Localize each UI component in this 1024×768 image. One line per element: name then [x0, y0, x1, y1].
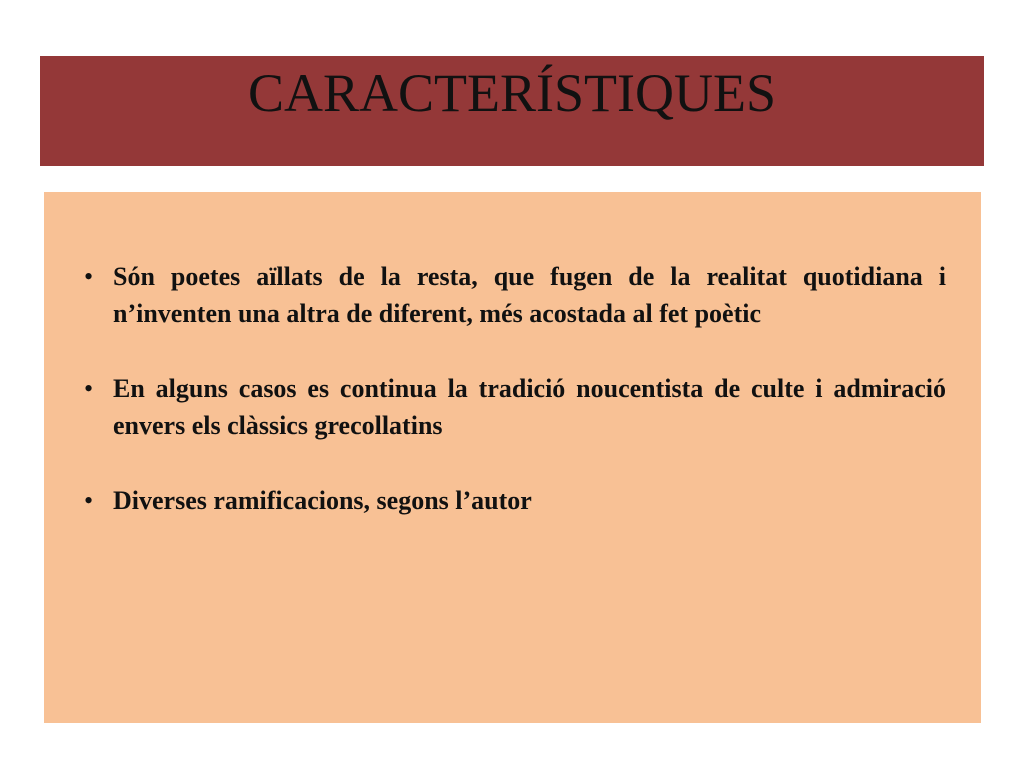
bullet-icon: • [84, 374, 94, 403]
bullet-text: En alguns casos es continua la tradició noucentista de culte i admiració envers els clàssics grecollatins [113, 374, 946, 440]
bullet-list [84, 258, 946, 557]
bullet-item [84, 482, 946, 519]
bullet-item [84, 370, 946, 444]
bullet-text: Són poetes aïllats de la resta, que fugen de la realitat quotidiana i n’inventen una altra de diferent, més acostada al fet poètic [113, 262, 946, 328]
bullet-icon: • [84, 486, 94, 515]
content-box [44, 192, 981, 723]
bullet-text: Diverses ramificacions, segons l’autor [113, 486, 532, 515]
slide-title: CARACTERÍSTIQUES [247, 63, 777, 123]
bullet-item [84, 258, 946, 332]
title-bar [40, 56, 984, 166]
bullet-icon: • [84, 262, 94, 291]
